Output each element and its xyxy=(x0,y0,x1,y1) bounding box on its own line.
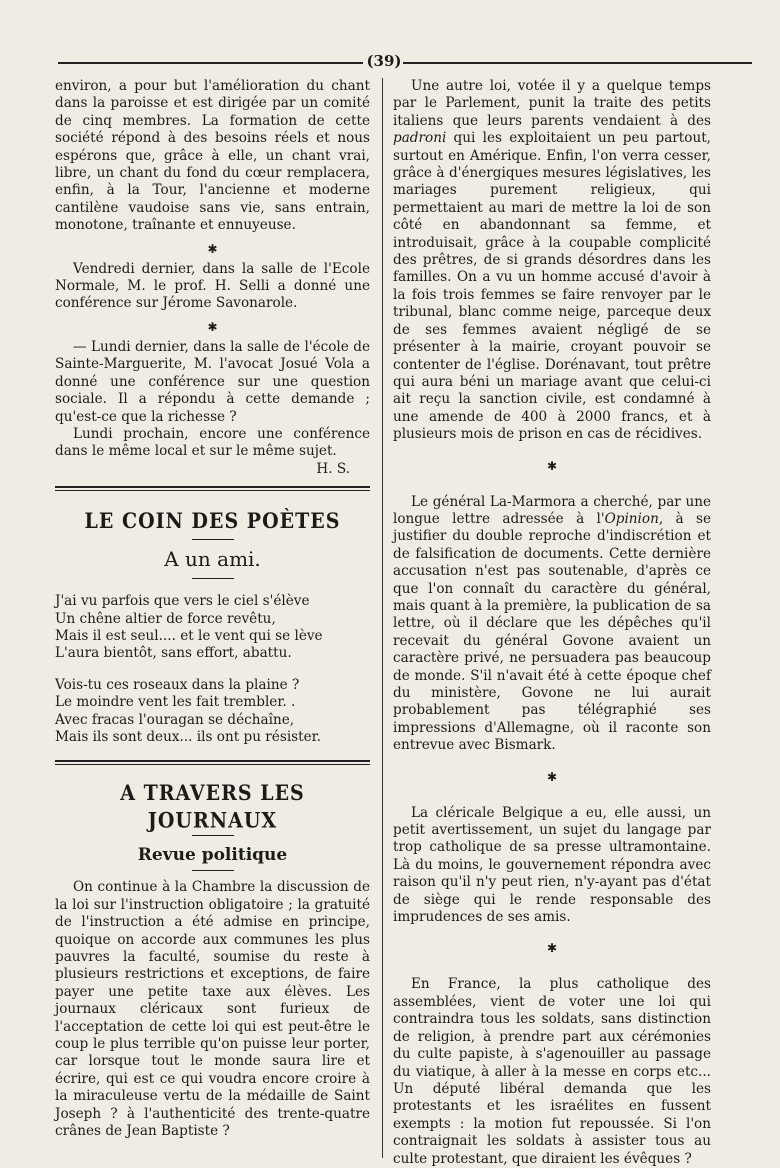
asterisk-separator: ✱ xyxy=(207,241,218,256)
short-rule xyxy=(192,870,234,871)
poem-line: Le moindre vent les fait trembler. . xyxy=(55,694,296,711)
section-title-poets: LE COIN DES POÈTES xyxy=(84,508,341,534)
paragraph-france: En France, la plus catholique des assemblées, vient de voter une loi qui contraindra tous les soldats, sans distinction de religion, à prendre part aux cérémonies du culte papiste, à s'agenouiller au passage du viatique, à aller à la messe en corps etc... Un député libéral demanda que les protestants et les israélites en fussent exempts : la motion fut repoussée. Si l'on contraignait les soldats à assister tous au culte protestant, que diraient les évêques ? xyxy=(393,976,711,1167)
section-rule xyxy=(55,760,370,765)
poem-line: Mais il est seul.... et le vent qui se lève xyxy=(55,627,323,644)
text-run: Une autre loi, votée il y a quelque temps par le Parlement, punit la traite des petits italiens que leurs parents vendaient à des xyxy=(393,78,711,129)
subsection-title-revue: Revue politique xyxy=(137,845,288,866)
poem-line: Un chêne altier de force revêtu, xyxy=(55,610,276,627)
paragraph-revue-politique: On continue à la Chambre la discussion de la loi sur l'instruction obligatoire ; la gratuité de l'instruction a été admise en principe, quoique on accorde aux communes les plus pauvres la faculté, soumise du reste à plusieurs restrictions et exceptions, de faire payer une petite taxe aux élèves. Les journaux cléricaux sont furieux de l'acceptation de cette loi qui est peut-être le coup le plus terrible qu'on puisse leur porter, car lorsque tout le monde saura lire et écrire, qui est ce qui voudra encore croire à la miraculeuse vertu de la médaille de Saint Joseph ? à l'authenticité des trente-quatre crânes de Jean Baptiste ? xyxy=(55,879,370,1140)
page-number: (39) xyxy=(366,52,402,70)
poem-line: Avec fracas l'ouragan se déchaîne, xyxy=(55,711,295,728)
asterisk-separator: ✱ xyxy=(546,769,558,784)
section-rule xyxy=(55,486,370,491)
text-run: , à se justifier du double reproche d'indiscrétion et de falsification de documents. Cette dernière accusation n'est pas soutenable, d'après ce que l'on connaît du caractère du général, mais quant à la première, la publication de sa lettre, où il déclare que les dépêches qu'il recevait du général Govone avaient un caractère privé, ne persuadera pas beaucoup de monde. S'il n'avait été à cette époque chef du ministère, Govone ne lui aurait probablement pas télégraphié ses impressions d'Allemagne, où il raconte son entrevue avec Bismark. xyxy=(393,510,711,754)
poem-line: Mais ils sont deux... ils ont pu résister. xyxy=(55,728,321,745)
poem-line: J'ai vu parfois que vers le ciel s'élève xyxy=(55,593,310,610)
header-rule-left xyxy=(58,62,363,64)
poem-line: L'aura bientôt, sans effort, abattu. xyxy=(55,645,292,662)
text-run: Le général La-Marmora a cherché, par une longue lettre adressée à l' xyxy=(393,493,711,527)
paragraph-conference-sociale: — Lundi dernier, dans la salle de l'école de Sainte-Marguerite, M. l'avocat Josué Vola a donné une conférence sur une question sociale. Il a répondu à cette demande ; qu'est-ce que la richesse ? xyxy=(55,338,370,425)
short-rule xyxy=(192,539,234,540)
poem-title: A un ami. xyxy=(164,547,261,572)
poem xyxy=(55,593,370,746)
left-column xyxy=(55,78,370,1140)
short-rule xyxy=(192,835,234,836)
asterisk-separator: ✱ xyxy=(546,458,558,473)
column-divider xyxy=(382,78,383,1158)
poem-stanza-1 xyxy=(55,593,370,663)
paragraph-conference-savonarole: Vendredi dernier, dans la salle de l'Ecole Normale, M. le prof. H. Selli a donné une conférence sur Jérome Savonarole. xyxy=(55,260,370,312)
right-column xyxy=(393,78,711,1168)
signature: H. S. xyxy=(316,460,350,477)
paragraph-lundi-prochain: Lundi prochain, encore une conférence dans le même local et sur le même sujet. xyxy=(55,425,370,460)
asterisk-separator: ✱ xyxy=(207,319,218,334)
italic-word: padroni xyxy=(393,130,447,147)
asterisk-separator: ✱ xyxy=(546,941,558,956)
paragraph-traite-enfants xyxy=(393,78,711,444)
page-header xyxy=(58,52,752,72)
paragraph-la-marmora xyxy=(393,494,711,755)
paragraph-belgique: La cléricale Belgique a eu, elle aussi, un petit avertissement, un sujet du langage par trop catholique de sa presse ultramontaine. Là du moins, le gouvernement répondra avec raison qu'il n'y peut rien, n'y-ayant pas d'état de siège qui le rende responsable des imprudences de ses amis. xyxy=(393,804,711,926)
italic-word: Opinion xyxy=(604,510,659,527)
poem-line: Vois-tu ces roseaux dans la plaine ? xyxy=(55,676,300,693)
intro-paragraph: environ, a pour but l'amélioration du chant dans la paroisse et est dirigée par un comité de cinq membres. La formation de cette société répond à des besoins réels et nous espérons que, grâce à elle, un chant vrai, libre, un chant du fond du cœur remplacera, enfin, à la Tour, l'ancienne et moderne cantilène vaudoise sans vie, sans entrain, monotone, traînante et ennuyeuse. xyxy=(55,78,370,234)
poem-stanza-2 xyxy=(55,677,370,747)
text-run: qui les exploitaient un peu partout, surtout en Amérique. Enfin, l'on verra cesser, grâce à d'énergiques mesures législatives, les mariages purement religieux, qui permettaient au mari de mettre la loi de son côté en abandonnant sa femme, et introduisait, grâce à la coupable complicité des prêtres, de si grands désordres dans les familles. On a vu un homme accusé d'avoir à la fois trois femmes se faire renvoyer par le tribunal, blanc comme neige, parceque deux de ses femmes avaient négligé de se présenter à la mairie, croyant pouvoir se contenter de l'église. Dorénavant, tout prêtre qui aura béni un mariage avant que celui-ci ait reçu la sanction civile, est condamné à une amende de 400 à 2000 francs, et à plusieurs mois de prison en cas de récidives. xyxy=(393,130,711,443)
section-title-journals: A TRAVERS LES JOURNAUX xyxy=(120,780,305,834)
short-rule xyxy=(192,578,234,579)
header-rule-right xyxy=(403,62,752,64)
